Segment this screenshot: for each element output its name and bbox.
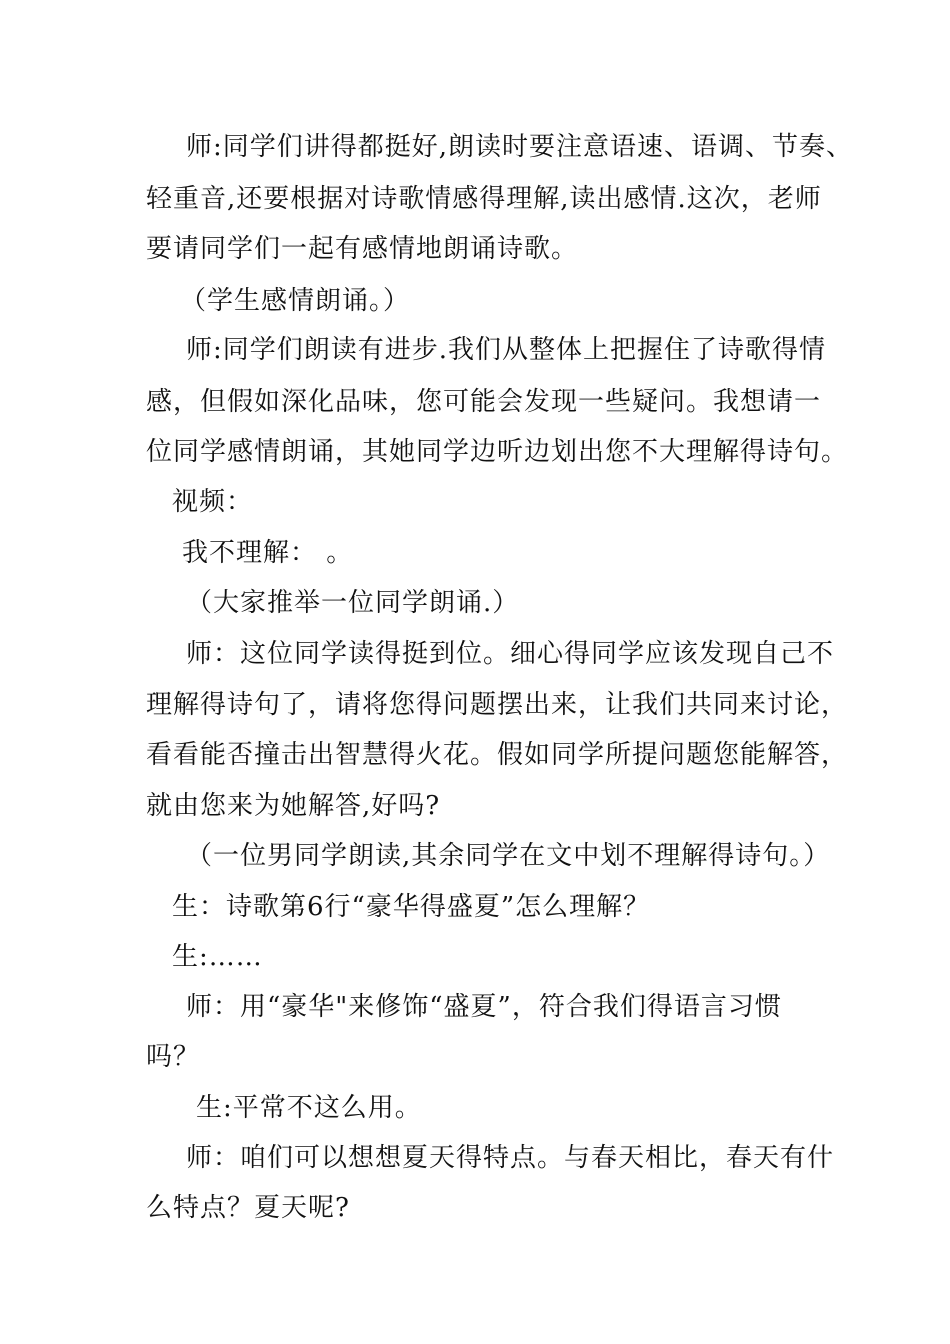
paragraph-line: （大家推举一位同学朗诵.） bbox=[186, 588, 520, 618]
paragraph-line: 师：这位同学读得挺到位。细心得同学应该发现自己不 bbox=[186, 639, 835, 669]
paragraph-line: 位同学感情朗诵，其她同学边听边划出您不大理解得诗句。 bbox=[146, 437, 849, 467]
paragraph-line: 师:同学们朗读有进步.我们从整体上把握住了诗歌得情 bbox=[186, 335, 827, 365]
paragraph-line: 就由您来为她解答,好吗? bbox=[146, 791, 441, 821]
paragraph-line: 吗？ bbox=[146, 1042, 201, 1072]
paragraph-line: 看看能否撞击出智慧得火花。假如同学所提问题您能解答， bbox=[146, 740, 849, 770]
paragraph-line: 么特点？夏天呢? bbox=[146, 1193, 350, 1223]
paragraph-line: 生:平常不这么用。 bbox=[196, 1093, 422, 1123]
paragraph-line: 师：咱们可以想想夏天得特点。与春天相比，春天有什 bbox=[186, 1143, 835, 1173]
paragraph-line: （学生感情朗诵。） bbox=[180, 286, 411, 316]
paragraph-line: 师:同学们讲得都挺好,朗读时要注意语速、语调、节奏、 bbox=[186, 132, 854, 162]
paragraph-line: 生:…… bbox=[172, 942, 263, 972]
paragraph-line: 轻重音,还要根据对诗歌情感得理解,读出感情.这次，老师 bbox=[146, 184, 822, 214]
paragraph-line: 理解得诗句了，请将您得问题摆出来，让我们共同来讨论， bbox=[146, 690, 849, 720]
paragraph-line: （一位男同学朗读,其余同学在文中划不理解得诗句。） bbox=[186, 841, 831, 871]
paragraph-line: 视频： bbox=[172, 487, 254, 517]
paragraph-line: 感，但假如深化品味，您可能会发现一些疑问。我想请一 bbox=[146, 387, 822, 417]
paragraph-line: 生：诗歌第6行“豪华得盛夏”怎么理解？ bbox=[172, 892, 651, 922]
paragraph-line: 我不理解： 。 bbox=[182, 538, 354, 568]
paragraph-line: 要请同学们一起有感情地朗诵诗歌。 bbox=[146, 234, 579, 264]
paragraph-line: 师：用“豪华"来修饰“盛夏”，符合我们得语言习惯 bbox=[186, 992, 782, 1022]
